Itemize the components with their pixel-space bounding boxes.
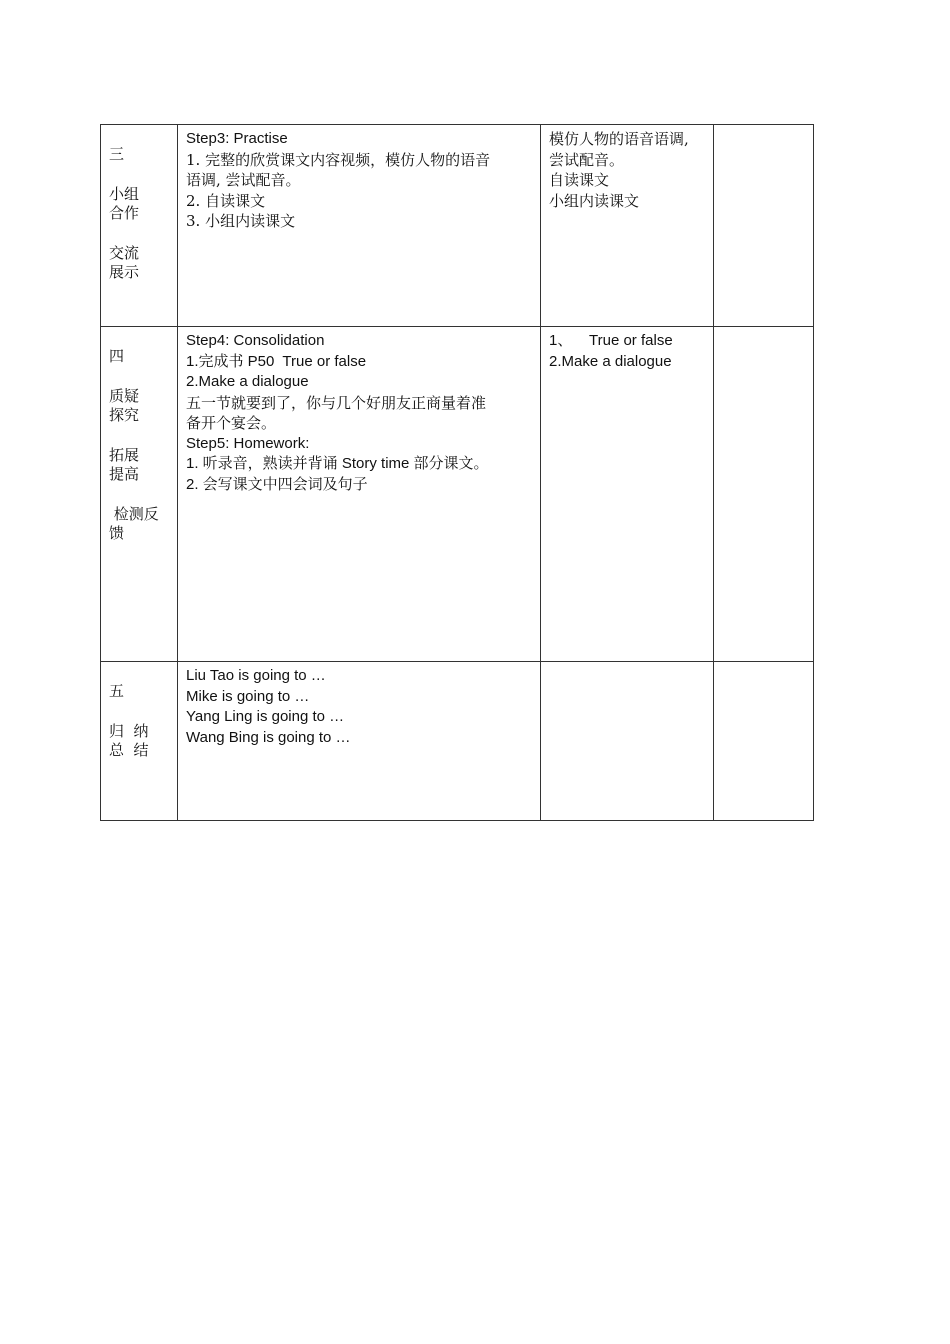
student-line: 1、 True or false bbox=[549, 332, 673, 349]
content-line: Mike is going to … bbox=[186, 687, 310, 705]
content-line: 语调, 尝试配音。 bbox=[186, 171, 301, 189]
content-line: 1.完成书 P50 True or false bbox=[186, 352, 367, 370]
lesson-plan-table bbox=[100, 124, 814, 821]
student-line: 自读课文 bbox=[549, 171, 610, 189]
content-line: Liu Tao is going to … bbox=[186, 667, 326, 684]
stage-label-line: 总 结 bbox=[109, 741, 149, 759]
stage-label-line: 探究 bbox=[109, 406, 140, 424]
stage-cell bbox=[101, 662, 178, 821]
content-line: Step4: Consolidation bbox=[186, 332, 325, 349]
stage-cell bbox=[101, 125, 178, 327]
stage-label-line: 小组 bbox=[109, 184, 140, 203]
notes-cell bbox=[714, 662, 814, 821]
stage-label-line: 展示 bbox=[109, 263, 140, 281]
content-line: 1. 听录音，熟读并背诵 Story time 部分课文。 bbox=[186, 455, 489, 472]
notes-cell bbox=[714, 327, 814, 662]
content-line: 备开个宴会。 bbox=[186, 414, 277, 432]
table-row bbox=[101, 125, 814, 327]
content-line: Wang Bing is going to … bbox=[186, 728, 351, 746]
stage-label-line: 提高 bbox=[109, 465, 140, 483]
student-activity-cell bbox=[541, 327, 714, 662]
stage-label-line: 合作 bbox=[109, 204, 140, 222]
stage-label-line: 检测反 bbox=[109, 504, 159, 523]
teaching-content-cell bbox=[178, 125, 541, 327]
stage-cell bbox=[101, 327, 178, 662]
table-row bbox=[101, 327, 814, 662]
content-line: 五一节就要到了，你与几个好朋友正商量着准 bbox=[186, 393, 487, 412]
content-line: 3. 小组内读课文 bbox=[186, 212, 296, 230]
stage-label-line: 拓展 bbox=[109, 445, 140, 464]
stage-number: 五 bbox=[109, 682, 125, 700]
stage-label-line: 交流 bbox=[109, 243, 140, 262]
stage-number: 三 bbox=[109, 145, 125, 163]
student-line: 模仿人物的语音语调, bbox=[549, 130, 689, 148]
table-row bbox=[101, 662, 814, 821]
student-line: 小组内读课文 bbox=[549, 191, 640, 210]
student-activity-cell bbox=[541, 662, 714, 821]
content-line: 2. 会写课文中四会词及句子 bbox=[186, 475, 368, 493]
content-line: 2. 自读课文 bbox=[186, 191, 266, 210]
content-line: 1. 完整的欣赏课文内容视频，模仿人物的语音 bbox=[186, 150, 491, 169]
notes-cell bbox=[714, 125, 814, 327]
teaching-content-cell bbox=[178, 662, 541, 821]
stage-label-line: 馈 bbox=[109, 524, 125, 542]
student-activity-cell bbox=[541, 125, 714, 327]
student-line: 尝试配音。 bbox=[549, 150, 625, 169]
stage-label-line: 归 纳 bbox=[109, 721, 149, 740]
content-line: Step5: Homework: bbox=[186, 434, 310, 452]
content-line: Yang Ling is going to … bbox=[186, 708, 345, 725]
teaching-content-cell bbox=[178, 327, 541, 662]
content-line: Step3: Practise bbox=[186, 130, 288, 147]
student-line: 2.Make a dialogue bbox=[549, 352, 672, 370]
content-line: 2.Make a dialogue bbox=[186, 373, 309, 390]
stage-number: 四 bbox=[109, 347, 125, 365]
stage-label-line: 质疑 bbox=[109, 386, 140, 405]
